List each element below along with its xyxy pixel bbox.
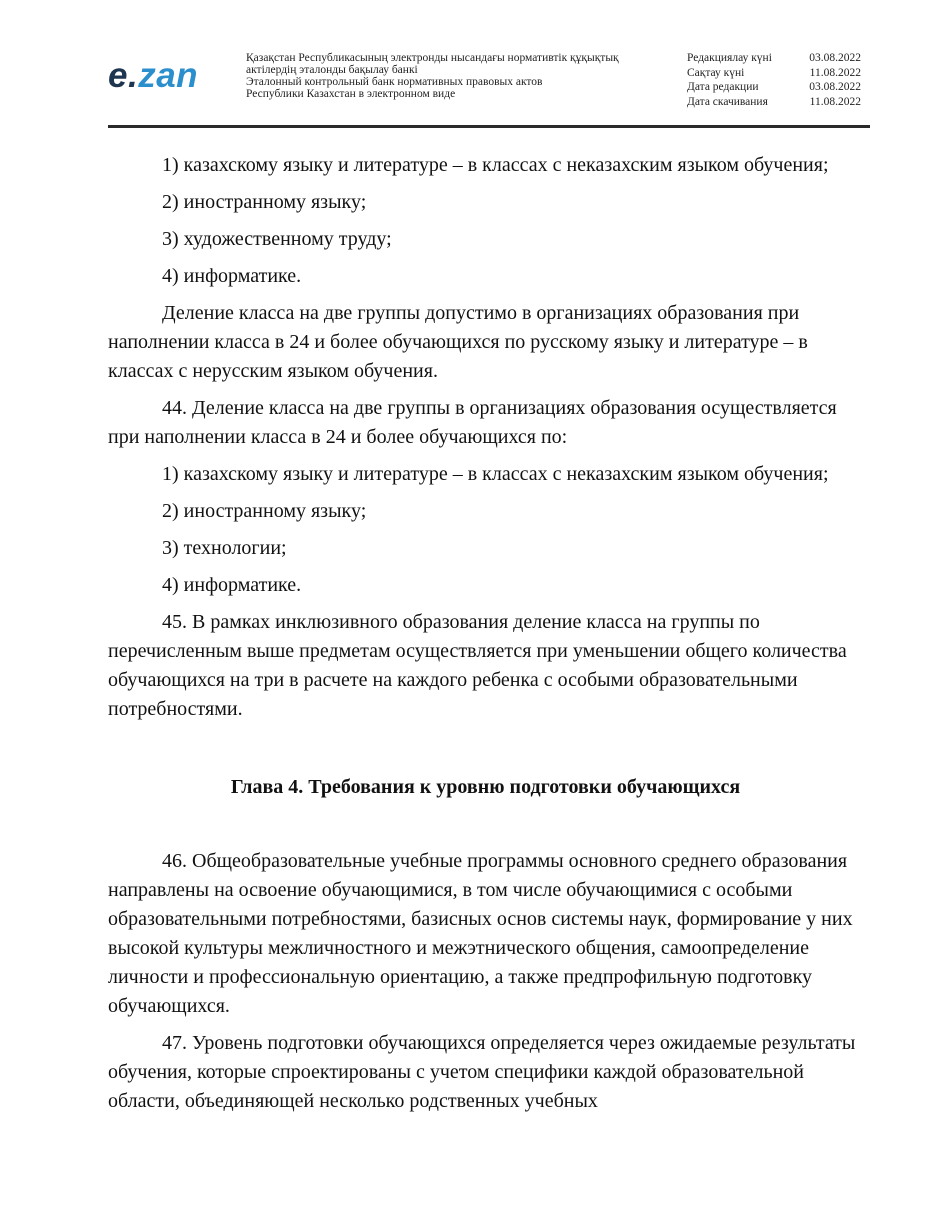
document-body xyxy=(108,151,863,1124)
paragraph: 47. Уровень подготовки обучающихся определяется через ожидаемые результаты обучения, которые спроектированы с учетом специфики каждой образовательной области, объединяющей несколько родственных учебных xyxy=(108,1032,856,1112)
paragraph: 3) технологии; xyxy=(162,537,287,559)
bank-info-line: Эталонный контрольный банк нормативных правовых актов xyxy=(246,76,543,88)
date-row-edit-ru xyxy=(687,80,870,95)
bank-info xyxy=(246,52,676,100)
date-row-download-ru xyxy=(687,95,870,110)
page-header xyxy=(108,48,870,122)
bank-info-line: Қазақстан Республикасының электронды нысандағы нормативтік құқықтық xyxy=(246,52,619,64)
paragraph: 4) информатике. xyxy=(162,574,302,596)
paragraph: 45. В рамках инклюзивного образования деление класса на группы по перечисленным выше предметам осуществляется при уменьшении общего количества обучающихся на три в расчете на каждого ребенка с особыми образовательными потребностями. xyxy=(108,611,847,720)
paragraph: 4) информатике. xyxy=(162,265,302,287)
date-value: 11.08.2022 xyxy=(809,95,861,108)
date-value: 11.08.2022 xyxy=(809,66,861,79)
bank-info-line: Республики Казахстан в электронном виде xyxy=(246,88,456,100)
paragraph: 44. Деление класса на две группы в организациях образования осуществляется при наполнении класса в 24 и более обучающихся по: xyxy=(108,397,837,448)
paragraph: 2) иностранному языку; xyxy=(162,500,367,522)
ezan-logo: e.zan xyxy=(108,56,199,95)
date-row-edit-kz xyxy=(687,51,870,66)
date-label: Сақтау күні xyxy=(687,66,745,79)
paragraph: 46. Общеобразовательные учебные программы основного среднего образования направлены на освоение обучающимися, в том числе обучающимися с особыми образовательными потребностями, базисных основ системы наук, формирование у них высокой культуры межличностного и межэтнического общения, самоопределение личности и профессиональную ориентацию, а также предпрофильную подготовку обучающихся. xyxy=(108,850,853,1017)
chapter-heading: Глава 4. Требования к уровню подготовки обучающихся xyxy=(230,776,741,798)
paragraph: 2) иностранному языку; xyxy=(162,191,367,213)
date-row-save-kz xyxy=(687,66,870,81)
date-label: Дата скачивания xyxy=(687,95,768,108)
header-divider xyxy=(108,125,870,128)
bank-info-line: актілердің эталонды бақылау банкі xyxy=(246,64,418,76)
date-label: Редакциялау күні xyxy=(687,52,772,64)
paragraph: Деление класса на две группы допустимо в организациях образования при наполнении класса в 24 и более обучающихся по русскому языку и литературе – в классах с нерусским языком обучения. xyxy=(108,302,808,382)
paragraph: 1) казахскому языку и литературе – в классах с неказахским языком обучения; xyxy=(162,154,829,176)
paragraph: 3) художественному труду; xyxy=(162,228,392,250)
date-table xyxy=(687,51,870,109)
paragraph: 1) казахскому языку и литературе – в классах с неказахским языком обучения; xyxy=(162,463,829,485)
date-label: Дата редакции xyxy=(687,81,759,93)
date-value: 03.08.2022 xyxy=(809,81,861,93)
date-value: 03.08.2022 xyxy=(809,52,861,64)
